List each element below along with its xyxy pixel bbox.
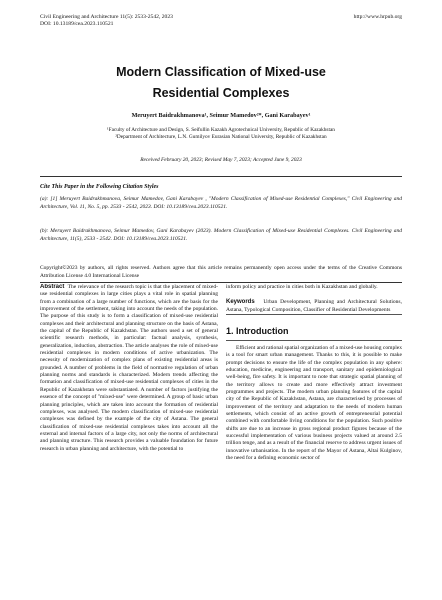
keywords-label: Keywords (226, 299, 255, 306)
citation-style-b: (b): Meruyert Baidrakhmanova, Seimur Mamedov, Gani Karabayev (2023). Modern Classification of Mixed-use Residential Complexes. Civil Engineering and Architecture, 11(5), 2533 - 2542. DOI: 10.13189/cea.2023.110521. (40, 228, 402, 242)
divider (226, 314, 402, 315)
divider (226, 340, 402, 341)
doi: DOI: 10.13189/cea.2023.110521 (40, 21, 114, 27)
journal-citation: Civil Engineering and Architecture 11(5): 2533-2542, 2023 (40, 14, 173, 20)
title-line-1: Modern Classification of Mixed-use (116, 65, 326, 79)
intro-paragraph: Efficient and rational spatial organization of a mixed-use housing complex is a tool for smart urban management. Thanks to this, it is possible to make prompt decisions to ensure the life of the complex population in any sphere: education, medicine, engineering and transport, sanitary and epidemiological well-being, fire safety. It is important to note that strategic spatial planning of the territory allows to create and more effectively attract investment programmes and projects. The modern urban planning features of the capital city of the Republic of Kazakhstan, Astana, are characterised by processes of improvement of the territory and adaptation to the needs of modern human settlements, which consist of an active growth of entrepreneurial potential combined with comfortable living conditions for the population. Such positive shifts are due to an increase in gross regional product figures because of the successful implementation of various business projects valued at around 2.5 trillion tenge, and as a result of the financial reserve to address urgent issues of innovative urbanisation. In the report of the Mayor of Astana, Altai Kulginov, the need for a defining economic sector of (226, 345, 402, 462)
title-line-2: Residential Complexes (152, 86, 290, 100)
affiliations (40, 127, 402, 142)
abstract-label: Abstract (40, 284, 65, 290)
abstract-continuation: inform policy and practice in cities both in Kazakhstan and globally. (226, 284, 378, 290)
keywords-text: Urban Development, Planning and Architectural Solutions, Astana, Typological Composition, Classifier of Residential Developments (226, 299, 402, 313)
copyright-notice: Copyright©2023 by authors, all rights reserved. Authors agree that this article remains permanently open access under the terms of the Creative Commons Attribution License 4.0 International License (40, 265, 402, 279)
citation-style-a: (a): [1] Meruyert Baidrakhmanova, Seimur Mamedov, Gani Karabayev , "Modern Classification of Mixed-use Residential Complexes," Civil Engineering and Architecture, Vol. 11, No. 5, pp. 2533 - 2542, 2023. DOI: 10.13189/cea.2023.110521. (40, 196, 402, 210)
keywords (226, 299, 402, 314)
divider (40, 282, 402, 283)
abstract-text: The relevance of the research topic is that the placement of mixed-use residential complexes in large cities plays a vital role in spatial planning from a combination of a large number of functions, which are the basis for the improvement of the settlement, taking into account the needs of the population. The purpose of this study is to form a classification of mixed-use residential complexes and their architectural and planning structure on the basis of Astana, the capital of the Republic of Kazakhstan. The authors used a set of general scientific research methods, in particular: factual analysis, synthesis, generalization, induction, abstraction. The article analyses the role of mixed-use residential complexes in modern conditions of active urbanization. The necessity of modernization of complex plans of existing residential areas is grounded. A number of problems in the field of normative regulation of urban planning norms and standards is characterized. Modern trends affecting the formation and classification of mixed-use residential complexes of cities in the Republic of Kazakhstan were substantiated. A number of factors justifying the essence of the concept of "mixed-use" were determined. A group of basic urban planning principles, which are taken into account the formation of residential complexes, was analysed. The modern classification of mixed-use residential complexes was defined by the example of the city of Astana. The general classification of mixed-use residential complexes takes into account all the external and internal factors of a large city, not only the norms of architectural and planning structure. This research provides a valuable foundation for future research in urban planning and architecture, with the potential to (40, 284, 218, 452)
abstract (40, 284, 218, 453)
article-dates: Received February 20, 2023; Revised May 7, 2023; Accepted June 9, 2023 (140, 157, 302, 163)
running-header (40, 14, 402, 28)
journal-url[interactable]: http://www.hrpub.org (353, 14, 402, 20)
paper-title (40, 62, 402, 104)
divider (40, 176, 402, 177)
affiliation-2: ²Department of Architecture, L.N. Gumilyov Eurasian National University, Republic of Kazakhstan (115, 134, 327, 141)
affiliation-1: ¹Faculty of Architecture and Design, S. Seifullin Kazakh Agrotechnical University, Republic of Kazakhstan (107, 127, 335, 133)
section-heading: 1. Introduction (226, 326, 289, 336)
citation-heading: Cite This Paper in the Following Citation Styles (40, 184, 159, 190)
abstract-continued (226, 284, 402, 314)
author-list: Meruyert Baidrakhmanova¹, Seimur Mamedov²*, Gani Karabayev¹ (131, 112, 311, 119)
